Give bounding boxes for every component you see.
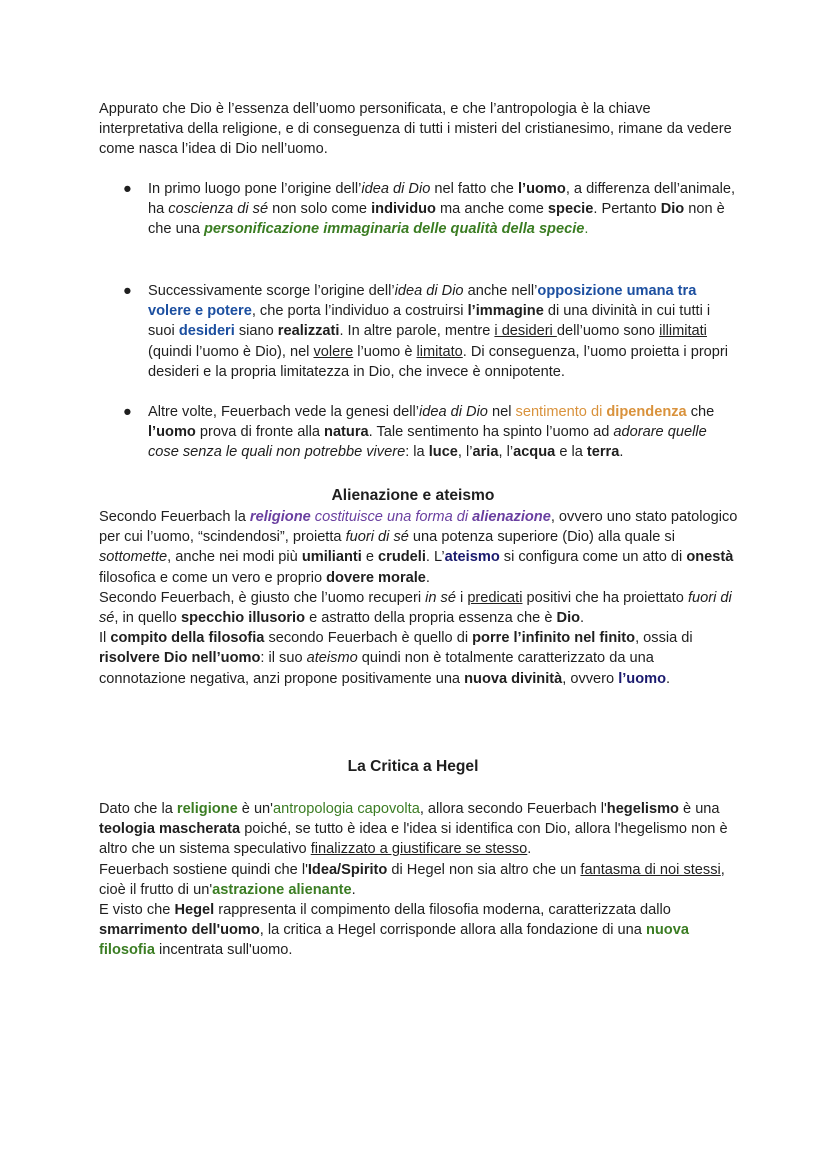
section-hegel-body — [99, 799, 739, 961]
bullet-list — [99, 179, 739, 240]
list-item: ● Altre volte, Feuerbach vede la genesi dell’idea di Dio nel sentimento di dipendenza che l’uomo prova di fronte alla natura. Tale sentimento ha spinto l’uomo ad adorare quelle cose senza le quali non potrebbe vivere: la luce, l’aria, l’acqua e la terra. — [123, 404, 715, 461]
section-alienazione-body — [99, 507, 739, 689]
section-title-critica-hegel: La Critica a Hegel — [347, 758, 479, 775]
paragraph: Secondo Feuerbach la religione costituisce una forma di alienazione, ovvero uno stato patologico per cui l’uomo, “scindendosi”, proietta fuori di sé una potenza superiore (Dio) alla quale si sottomette, anche nei modi più umilianti e crudeli. L’ateismo si configura come un atto di onestà filosofica e come un vero e proprio dovere morale. — [99, 509, 738, 586]
bullet-dot-icon: ● — [123, 283, 132, 299]
bullet-list — [99, 402, 739, 463]
paragraph: Feuerbach sostiene quindi che l'Idea/Spirito di Hegel non sia altro che un fantasma di noi stessi, cioè il frutto di un'astrazione alienante. — [99, 861, 725, 898]
bullet-dot-icon: ● — [123, 404, 132, 420]
section-title-alienazione: Alienazione e ateismo — [331, 487, 495, 504]
list-item: ● In primo luogo pone l’origine dell’idea di Dio nel fatto che l’uomo, a differenza dell’animale, ha coscienza di sé non solo come individuo ma anche come specie. Pertanto Dio non è che una personificazione immaginaria delle qualità della specie. — [123, 181, 736, 238]
paragraph: E visto che Hegel rappresenta il compimento della filosofia moderna, caratterizzata dallo smarrimento dell'uomo, la critica a Hegel corrisponde allora alla fondazione di una nuova filosofia incentrata sull'uomo. — [99, 902, 689, 959]
paragraph: Dato che la religione è un'antropologia capovolta, allora secondo Feuerbach l'hegelismo è una teologia mascherata poiché, se tutto è idea e l'idea si identifica con Dio, allora l'hegelismo non è altro che un sistema speculativo finalizzato a giustificare se stesso. — [99, 801, 728, 858]
intro-paragraph: Appurato che Dio è l’essenza dell’uomo personificata, e che l’antropologia è la chiave interpretativa della religione, e di conseguenza di tutti i misteri del cristianesimo, rimane da vedere come nasca l’idea di Dio nell’uomo. — [99, 101, 732, 158]
list-item: ● Successivamente scorge l’origine dell’idea di Dio anche nell’opposizione umana tra volere e potere, che porta l’individuo a costruirsi l’immagine di una divinità in cui tutti i suoi desideri siano realizzati. In altre parole, mentre i desideri dell’uomo sono illimitati (quindi l’uomo è Dio), nel volere l’uomo è limitato. Di conseguenza, l’uomo proietta i propri desideri e la propria limitatezza in Dio, che invece è onnipotente. — [123, 283, 729, 380]
bullet-list — [99, 281, 739, 382]
bullet-dot-icon: ● — [123, 181, 132, 197]
paragraph: Secondo Feuerbach, è giusto che l’uomo recuperi in sé i predicati positivi che ha proiettato fuori di sé, in quello specchio illusorio e astratto della propria essenza che è Dio. — [99, 589, 732, 627]
paragraph: Il compito della filosofia secondo Feuerbach è quello di porre l’infinito nel finito, ossia di risolvere Dio nell’uomo: il suo ateismo quindi non è totalmente caratterizzato da una connotazione negativa, anzi propone positivamente una nuova divinità, ovvero l’uomo. — [99, 630, 693, 687]
